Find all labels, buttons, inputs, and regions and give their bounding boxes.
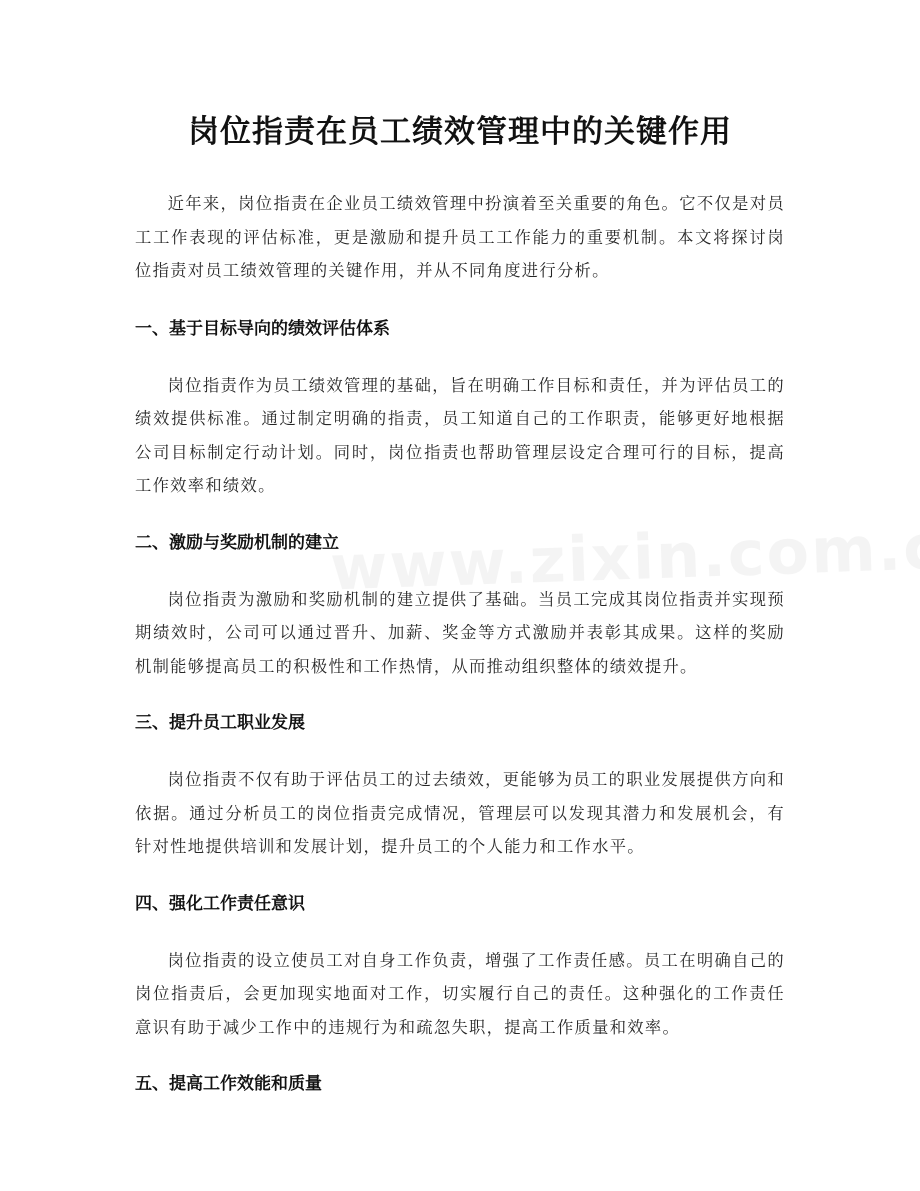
section-1-heading: 一、基于目标导向的绩效评估体系 <box>135 318 390 339</box>
section-2-heading: 二、激励与奖励机制的建立 <box>135 532 339 553</box>
section-1-body: 岗位指责作为员工绩效管理的基础，旨在明确工作目标和责任，并为评估员工的绩效提供标准。通过制定明确的指责，员工知道自己的工作职责，能够更好地根据公司目标制定行动计划。同时，岗位指责也帮助管理层设定合理可行的目标，提高工作效率和绩效。 <box>135 375 785 495</box>
section-4-heading: 四、强化工作责任意识 <box>135 893 305 914</box>
section-3-heading: 三、提升员工职业发展 <box>135 713 305 733</box>
section-5-heading: 五、提高工作效能和质量 <box>135 1074 322 1094</box>
section-3-body: 岗位指责不仅有助于评估员工的过去绩效，更能够为员工的职业发展提供方向和依据。通过分析员工的岗位指责完成情况，管理层可以发现其潜力和发展机会，有针对性地提供培训和发展计划，提升员工的个人能力和工作水平。 <box>135 770 785 856</box>
section-2-body: 岗位指责为激励和奖励机制的建立提供了基础。当员工完成其岗位指责并实现预期绩效时，公司可以通过晋升、加薪、奖金等方式激励并表彰其成果。这样的奖励机制能够提高员工的积极性和工作热情，从而推动组织整体的绩效提升。 <box>135 589 785 676</box>
document-title: 岗位指责在员工绩效管理中的关键作用 <box>188 114 732 150</box>
section-4-body: 岗位指责的设立使员工对自身工作负责，增强了工作责任感。员工在明确自己的岗位指责后，会更加现实地面对工作，切实履行自己的责任。这种强化的工作责任意识有助于减少工作中的违规行为和疏忽失职，提高工作质量和效率。 <box>135 950 785 1037</box>
intro-paragraph: 近年来，岗位指责在企业员工绩效管理中扮演着至关重要的角色。它不仅是对员工工作表现的评估标准，更是激励和提升员工工作能力的重要机制。本文将探讨岗位指责对员工绩效管理的关键作用，并从不同角度进行分析。 <box>135 194 785 280</box>
